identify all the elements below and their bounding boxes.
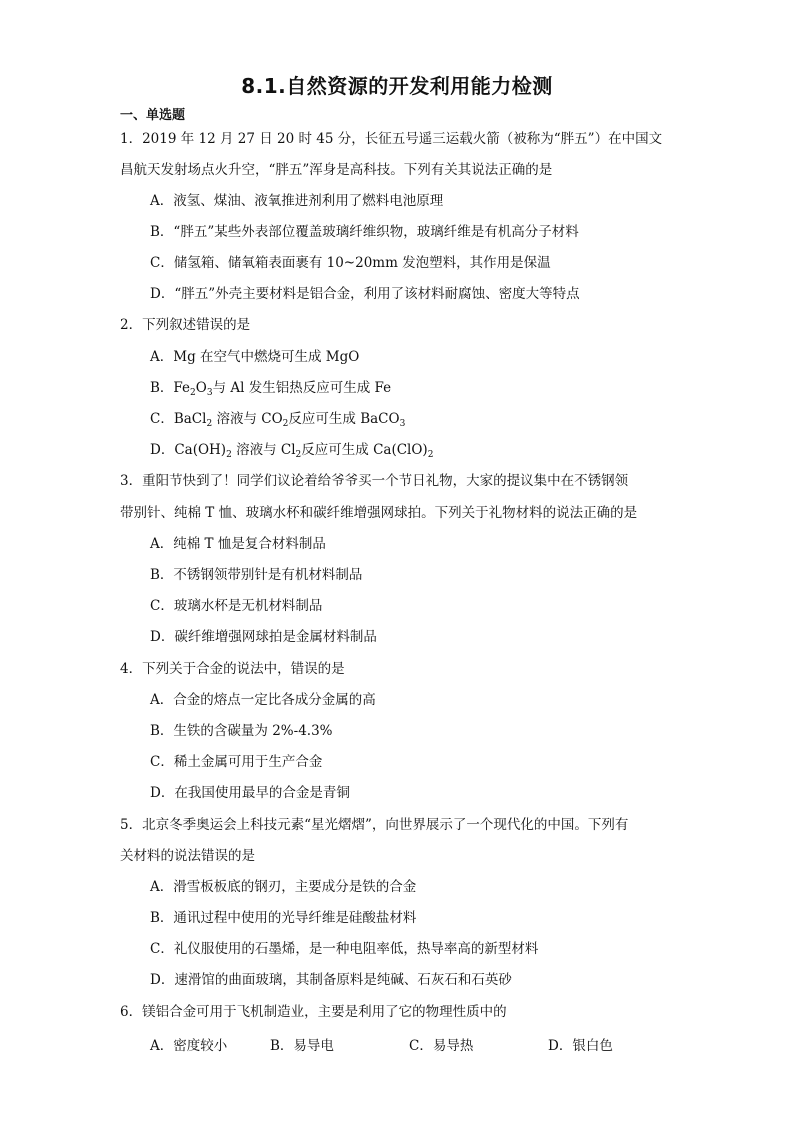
question-3-stem-line-1: 3．重阳节快到了！同学们议论着给爷爷买一个节日礼物，大家的提议集中在不锈钢领 [120, 473, 629, 489]
question-6-option-d: D．银白色 [548, 1038, 613, 1054]
question-1-option-a: A．液氢、煤油、液氧推进剂利用了燃料电池原理 [150, 193, 444, 209]
question-5-option-a: A．滑雪板板底的钢刃，主要成分是铁的合金 [150, 879, 417, 895]
question-1-option-d: D．“胖五”外壳主要材料是铝合金，利用了该材料耐腐蚀、密度大等特点 [150, 286, 580, 302]
question-2-option-b: B．$Fe_2O_3$与 Al 发生铝热反应可生成 Fe [150, 380, 392, 398]
question-1-option-b: B．“胖五”某些外表部位覆盖玻璃纤维织物，玻璃纤维是有机高分子材料 [150, 224, 579, 240]
question-5-option-c: C．礼仪服使用的石墨烯，是一种电阻率低，热导率高的新型材料 [150, 941, 539, 957]
question-2-option-a: A．Mg 在空气中燃烧可生成 MgO [150, 349, 360, 365]
question-1-option-c: C．储氢箱、储氧箱表面裹有 10~20mm 发泡塑料，其作用是保温 [150, 255, 551, 271]
question-6-option-a: A．密度较小 [150, 1038, 228, 1054]
question-6-stem: 6．镁铝合金可用于飞机制造业，主要是利用了它的物理性质中的 [120, 1004, 507, 1020]
question-4-stem: 4．下列关于合金的说法中，错误的是 [120, 661, 345, 677]
question-5-stem-line-1: 5．北京冬季奥运会上科技元素“星光熠熠”，向世界展示了一个现代化的中国。下列有 [120, 817, 629, 833]
question-2-option-d: D．$Ca(OH)_2$ 溶液与 $Cl_2$反应可生成 $Ca(ClO)_2$ [150, 442, 434, 460]
question-1-stem-line-2: 昌航天发射场点火升空，“胖五”浑身是高科技。下列有关其说法正确的是 [120, 162, 553, 178]
question-5-stem-line-2: 关材料的说法错误的是 [120, 848, 255, 864]
question-5-option-b: B．通讯过程中使用的光导纤维是硅酸盐材料 [150, 910, 417, 926]
question-2-stem: 2．下列叙述错误的是 [120, 317, 251, 333]
question-4-option-a: A．合金的熔点一定比各成分金属的高 [150, 692, 376, 708]
question-4-option-d: D．在我国使用最早的合金是青铜 [150, 785, 350, 801]
question-2-option-c: C．BaCl$_2$ 溶液与 $CO_2$反应可生成 BaCO$_3$ [150, 411, 406, 429]
question-4-option-b: B．生铁的含碳量为 2%-4.3% [150, 723, 333, 739]
page-title: 8.1.自然资源的开发利用能力检测 [241, 74, 553, 98]
question-4-option-c: C．稀土金属可用于生产合金 [150, 754, 323, 770]
question-3-option-b: B．不锈钢领带别针是有机材料制品 [150, 567, 363, 583]
question-3-stem-line-2: 带别针、纯棉 T 恤、玻璃水杯和碳纤维增强网球拍。下列关于礼物材料的说法正确的是 [120, 505, 638, 521]
question-6-options [150, 1034, 670, 1052]
question-1-stem-line-1: 1．2019 年 12 月 27 日 20 时 45 分，长征五号遥三运载火箭（被称为“胖五”）在中国文 [120, 131, 663, 147]
question-3-option-d: D．碳纤维增强网球拍是金属材料制品 [150, 629, 377, 645]
question-5-option-d: D．速滑馆的曲面玻璃，其制备原料是纯碱、石灰石和石英砂 [150, 972, 512, 988]
section-heading: 一、单选题 [120, 108, 186, 123]
question-6-option-b: B．易导电 [270, 1038, 334, 1054]
question-6-option-c: C．易导热 [409, 1038, 474, 1054]
question-3-option-c: C．玻璃水杯是无机材料制品 [150, 598, 323, 614]
question-3-option-a: A．纯棉 T 恤是复合材料制品 [150, 536, 326, 552]
